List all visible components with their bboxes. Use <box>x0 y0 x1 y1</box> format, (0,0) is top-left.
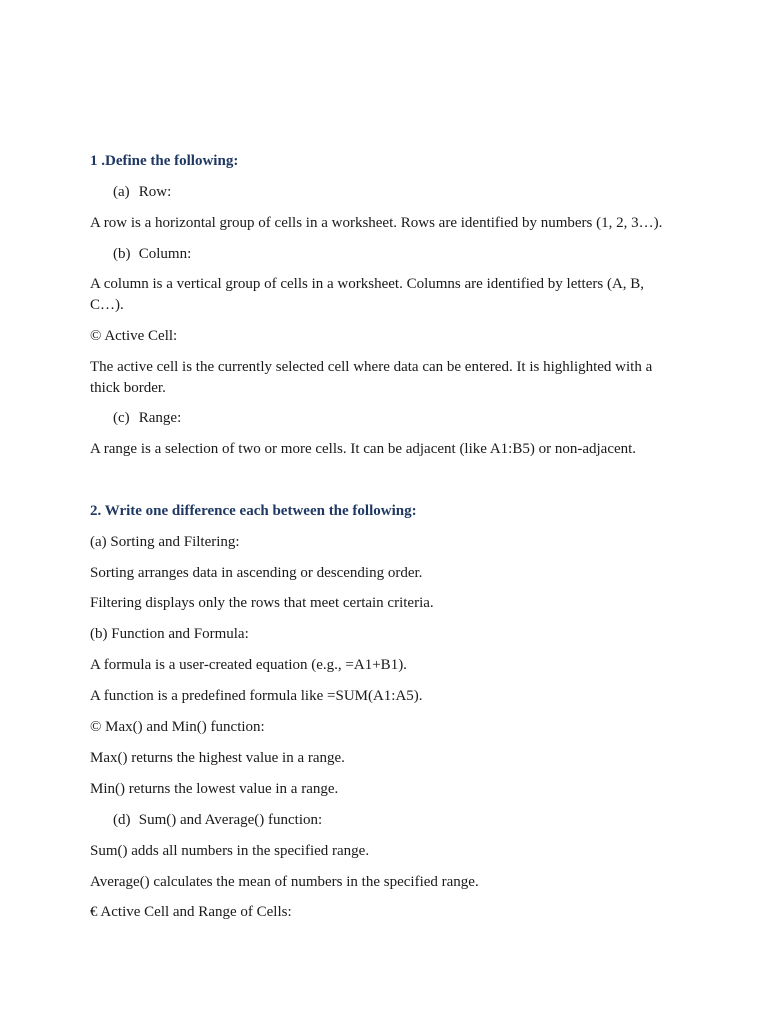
q2-d-item <box>90 810 680 831</box>
q1-a-label: Row: <box>138 184 172 200</box>
q1-b-item <box>90 244 680 265</box>
q1-c2-marker: (c) <box>113 410 130 426</box>
q2-d-line-1: Sum() adds all numbers in the specified range. <box>90 843 370 859</box>
question-2-heading: 2. Write one difference each between the following: <box>90 503 417 519</box>
document-body <box>90 151 680 923</box>
q2-b-line-2: A function is a predefined formula like =SUM(A1:A5). <box>90 688 423 704</box>
q1-a-marker: (a) <box>113 184 130 200</box>
q2-d-label: Sum() and Average() function: <box>138 812 323 828</box>
q1-a-item <box>90 182 680 203</box>
q2-c-line-1: Max() returns the highest value in a range. <box>90 750 345 766</box>
q2-a-line-1: Sorting arranges data in ascending or descending order. <box>90 565 423 581</box>
q2-b-line-1: A formula is a user-created equation (e.g., =A1+B1). <box>90 657 407 673</box>
q2-d-marker: (d) <box>113 812 131 828</box>
q2-d-line-2: Average() calculates the mean of numbers in the specified range. <box>90 874 479 890</box>
q1-c2-item <box>90 408 680 429</box>
q2-b-label: (b) Function and Formula: <box>90 626 249 642</box>
q1-a-answer: A row is a horizontal group of cells in a worksheet. Rows are identified by numbers (1, 2, 3…). <box>90 215 663 231</box>
q1-c1-label: © Active Cell: <box>90 328 178 344</box>
q2-a-label: (a) Sorting and Filtering: <box>90 534 240 550</box>
q1-c2-answer: A range is a selection of two or more cells. It can be adjacent (like A1:B5) or non-adjacent. <box>90 441 637 457</box>
q2-a-line-2: Filtering displays only the rows that meet certain criteria. <box>90 595 434 611</box>
q1-c1-answer: The active cell is the currently selected cell where data can be entered. It is highlighted with a thick border. <box>90 359 653 396</box>
q2-e-label: € Active Cell and Range of Cells: <box>90 904 292 920</box>
q1-b-label: Column: <box>138 246 192 262</box>
q1-b-marker: (b) <box>113 246 131 262</box>
q1-c2-label: Range: <box>138 410 182 426</box>
q2-c-label: © Max() and Min() function: <box>90 719 265 735</box>
q1-b-answer: A column is a vertical group of cells in a worksheet. Columns are identified by letters (A, B, C…). <box>90 276 645 313</box>
q2-c-line-2: Min() returns the lowest value in a range. <box>90 781 339 797</box>
question-1-heading: 1 .Define the following: <box>90 153 239 169</box>
